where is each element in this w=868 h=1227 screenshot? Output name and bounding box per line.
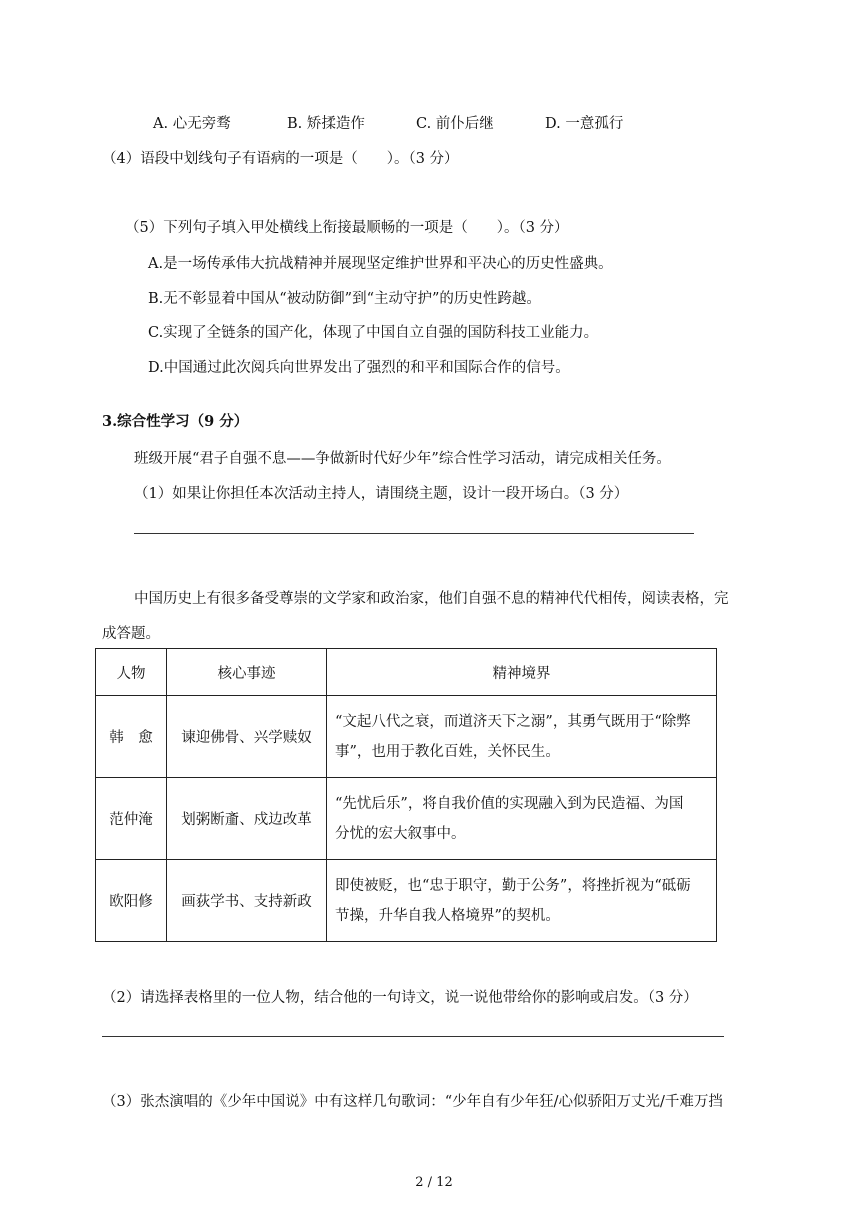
sub-question-1: （1）如果让你担任本次活动主持人，请围绕主题，设计一段开场白。（3 分）: [134, 486, 629, 502]
spirit-line: “先忧后乐”，将自我价值的实现融入到为民造福、为国: [335, 795, 684, 812]
spirit-line: 节操，升华自我人格境界”的契机。: [335, 907, 560, 924]
cell-person: 欧阳修: [96, 860, 167, 942]
question-5: （5）下列句子填入甲处横线上衔接最顺畅的一项是（ ）。（3 分）: [125, 220, 569, 236]
cell-deed: 画荻学书、支持新政: [167, 860, 327, 942]
cell-person: 韩 愈: [96, 696, 167, 778]
table-row: [96, 778, 717, 860]
table-intro-line2: 成答题。: [102, 626, 160, 642]
table-header-row: [96, 649, 717, 696]
cell-spirit: [327, 778, 717, 860]
spirit-line: “文起八代之衰，而道济天下之溺”，其勇气既用于“除弊: [335, 713, 691, 730]
cell-deed: 谏迎佛骨、兴学赎奴: [167, 696, 327, 778]
table-row: [96, 696, 717, 778]
header-spirit: 精神境界: [327, 649, 717, 696]
spirit-line: 事”，也用于教化百姓，关怀民生。: [335, 743, 560, 760]
header-deed: 核心事迹: [167, 649, 327, 696]
table-row: [96, 860, 717, 942]
spirit-line: 即使被贬，也“忠于职守，勤于公务”，将挫折视为“砥砺: [335, 877, 691, 894]
option-b: B. 矫揉造作: [287, 116, 365, 132]
cell-spirit: [327, 696, 717, 778]
q5-option-d: D.中国通过此次阅兵向世界发出了强烈的和平和国际合作的信号。: [148, 360, 570, 376]
spirit-line: 分忧的宏大叙事中。: [335, 825, 466, 842]
question-4: （4）语段中划线句子有语病的一项是（ ）。（3 分）: [102, 151, 459, 167]
people-table: [95, 648, 717, 942]
answer-line-2: [102, 1036, 724, 1037]
cell-person: 范仲淹: [96, 778, 167, 860]
option-c: C. 前仆后继: [416, 116, 494, 132]
answer-line-1: [134, 533, 694, 534]
sub-question-2: （2）请选择表格里的一位人物，结合他的一句诗文，说一说他带给你的影响或启发。（3 分）: [102, 990, 698, 1006]
page-number: 2 / 12: [415, 1175, 453, 1190]
header-person: 人物: [96, 649, 167, 696]
q5-option-b: B.无不彰显着中国从“被动防御”到“主动守护”的历史性跨越。: [148, 291, 541, 307]
section-intro: 班级开展“君子自强不息——争做新时代好少年”综合性学习活动，请完成相关任务。: [134, 451, 671, 467]
cell-deed: 划粥断齑、戍边改革: [167, 778, 327, 860]
cell-spirit: [327, 860, 717, 942]
table-intro-line1: 中国历史上有很多备受尊崇的文学家和政治家，他们自强不息的精神代代相传，阅读表格，完: [134, 591, 729, 607]
option-d: D. 一意孤行: [545, 116, 624, 132]
sub-question-3: （3）张杰演唱的《少年中国说》中有这样几句歌词：“少年自有少年狂/心似骄阳万丈光/千难万挡: [102, 1094, 723, 1110]
option-a: A. 心无旁骛: [153, 116, 231, 132]
q5-option-a: A.是一场传承伟大抗战精神并展现坚定维护世界和平决心的历史性盛典。: [148, 256, 613, 272]
q5-option-c: C.实现了全链条的国产化，体现了中国自立自强的国防科技工业能力。: [148, 325, 599, 341]
section-title: 3.综合性学习（9 分）: [102, 413, 249, 430]
